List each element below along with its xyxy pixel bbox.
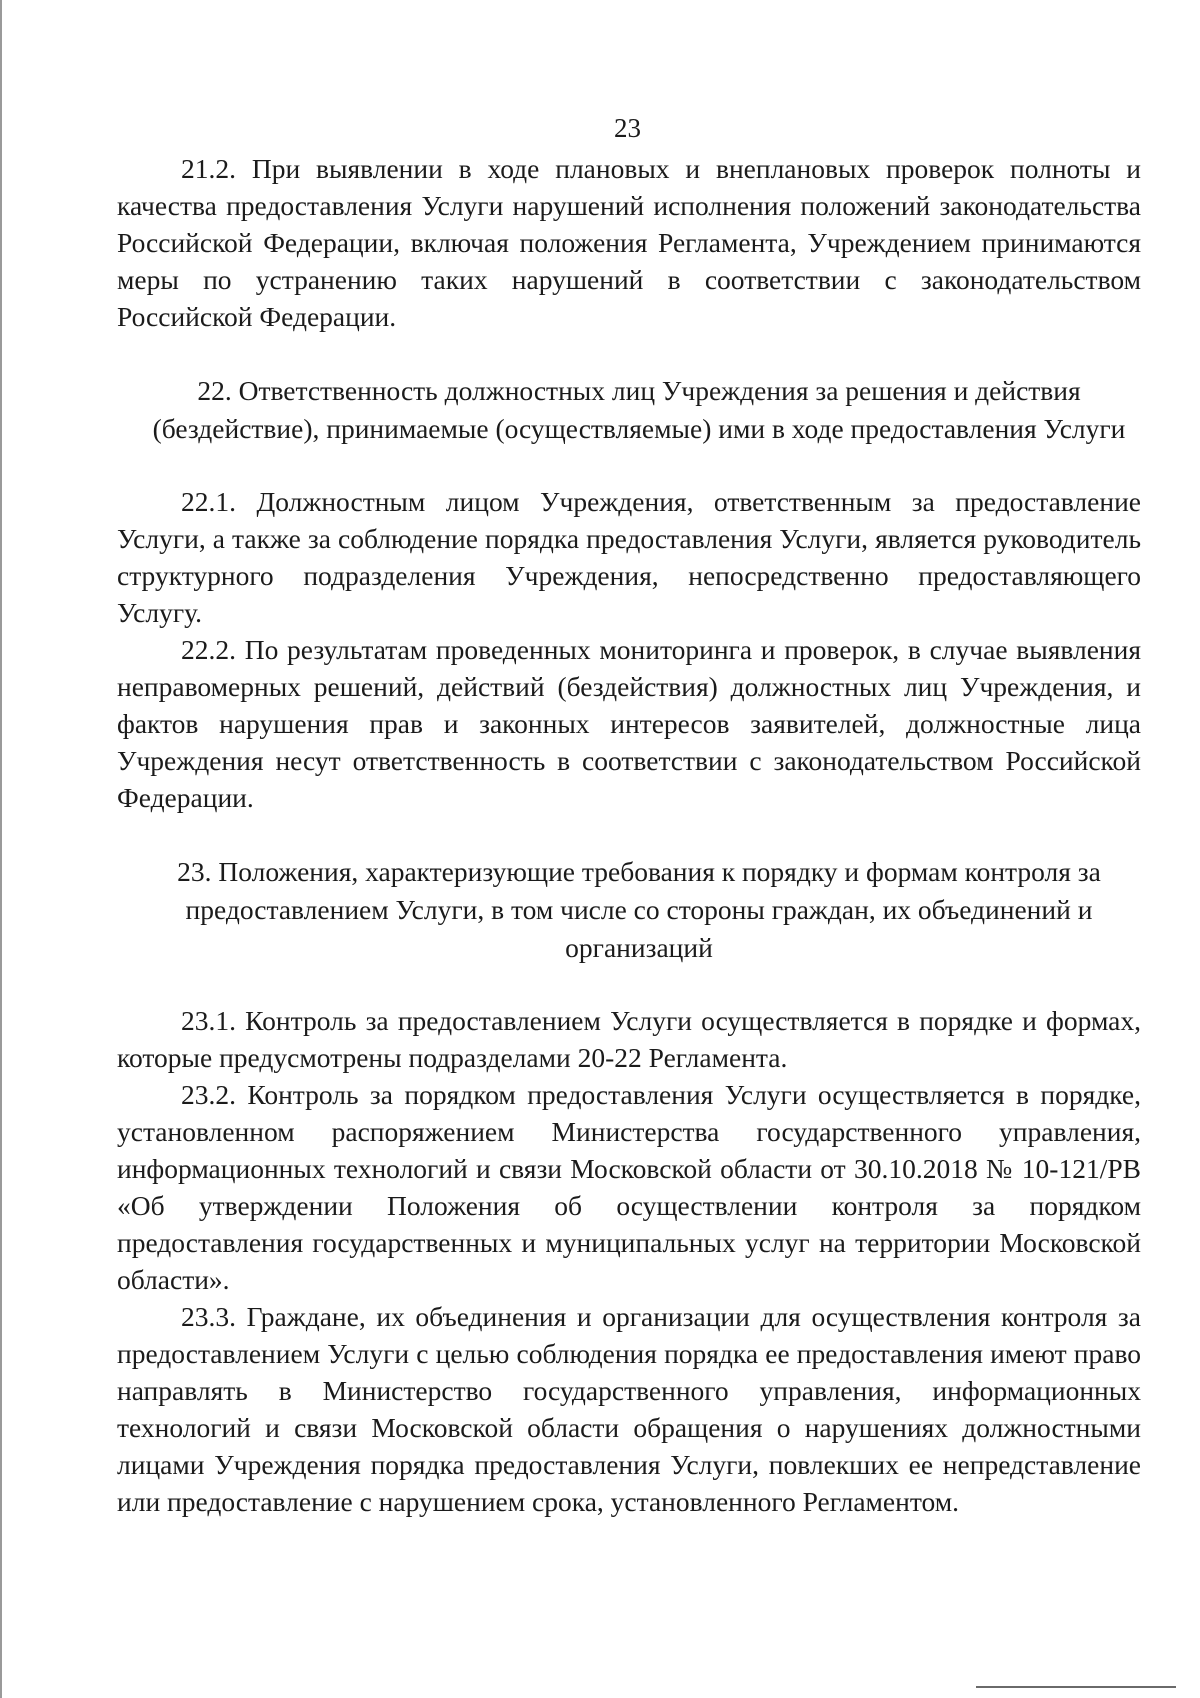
section-heading-23: 23. Положения, характеризующие требования к порядку и формам контроля за предоставлением Услуги, в том числе со стороны граждан, их объединений и организаций: [177, 856, 1101, 963]
paragraph-22-2-text: 22.2. По результатам проведенных мониторинга и проверок, в случае выявления неправомерных решений, действий (бездействия) должностных лиц Учреждения, и фактов нарушения прав и законных интересов заявителей, должностные лица Учреждения несут ответственность в соответствии с законодательством Российской Федерации.: [117, 634, 1141, 813]
page-number: 23: [614, 113, 641, 143]
paragraph-23-2: [117, 1076, 1141, 1298]
paragraph-21-2: [117, 150, 1141, 335]
paragraph-21-2-text: 21.2. При выявлении в ходе плановых и внеплановых проверок полноты и качества предоставления Услуги нарушений исполнения положений законодательства Российской Федерации, включая положения Регламента, Учреждением принимаются меры по устранению таких нарушений в соответствии с законодательством Российской Федерации.: [117, 153, 1141, 332]
paragraph-23-1: [117, 1002, 1141, 1076]
paragraph-23-2-text: 23.2. Контроль за порядком предоставления Услуги осуществляется в порядке, установленном распоряжением Министерства государственного управления, информационных технологий и связи Московской области от 30.10.2018 № 10-121/РВ «Об утверждении Положения об осуществлении контроля за порядком предоставления государственных и муниципальных услуг на территории Московской области».: [117, 1079, 1141, 1295]
paragraph-22-1-text: 22.1. Должностным лицом Учреждения, ответственным за предоставление Услуги, а также за соблюдение порядка предоставления Услуги, является руководитель структурного подразделения Учреждения, непосредственно предоставляющего Услугу.: [117, 486, 1141, 628]
paragraph-23-3: [117, 1298, 1141, 1520]
document-body: [117, 150, 1141, 1520]
footer-rule-line: [976, 1686, 1176, 1688]
scan-edge-line: [0, 0, 2, 1698]
paragraph-23-1-text: 23.1. Контроль за предоставлением Услуги осуществляется в порядке и формах, которые предусмотрены подразделами 20-22 Регламента.: [117, 1005, 1141, 1073]
section-heading-22: 22. Ответственность должностных лиц Учреждения за решения и действия (бездействие), принимаемые (осуществляемые) ими в ходе предоставления Услуги: [152, 375, 1126, 444]
paragraph-22-2: [117, 631, 1141, 816]
paragraph-22-1: [117, 483, 1141, 631]
paragraph-23-3-text: 23.3. Граждане, их объединения и организации для осуществления контроля за предоставлением Услуги с целью соблюдения порядка ее предоставления имеют право направлять в Министерство государственного управления, информационных технологий и связи Московской области обращения о нарушениях должностными лицами Учреждения порядка предоставления Услуги, повлекших ее непредставление или предоставление с нарушением срока, установленного Регламентом.: [117, 1301, 1141, 1517]
